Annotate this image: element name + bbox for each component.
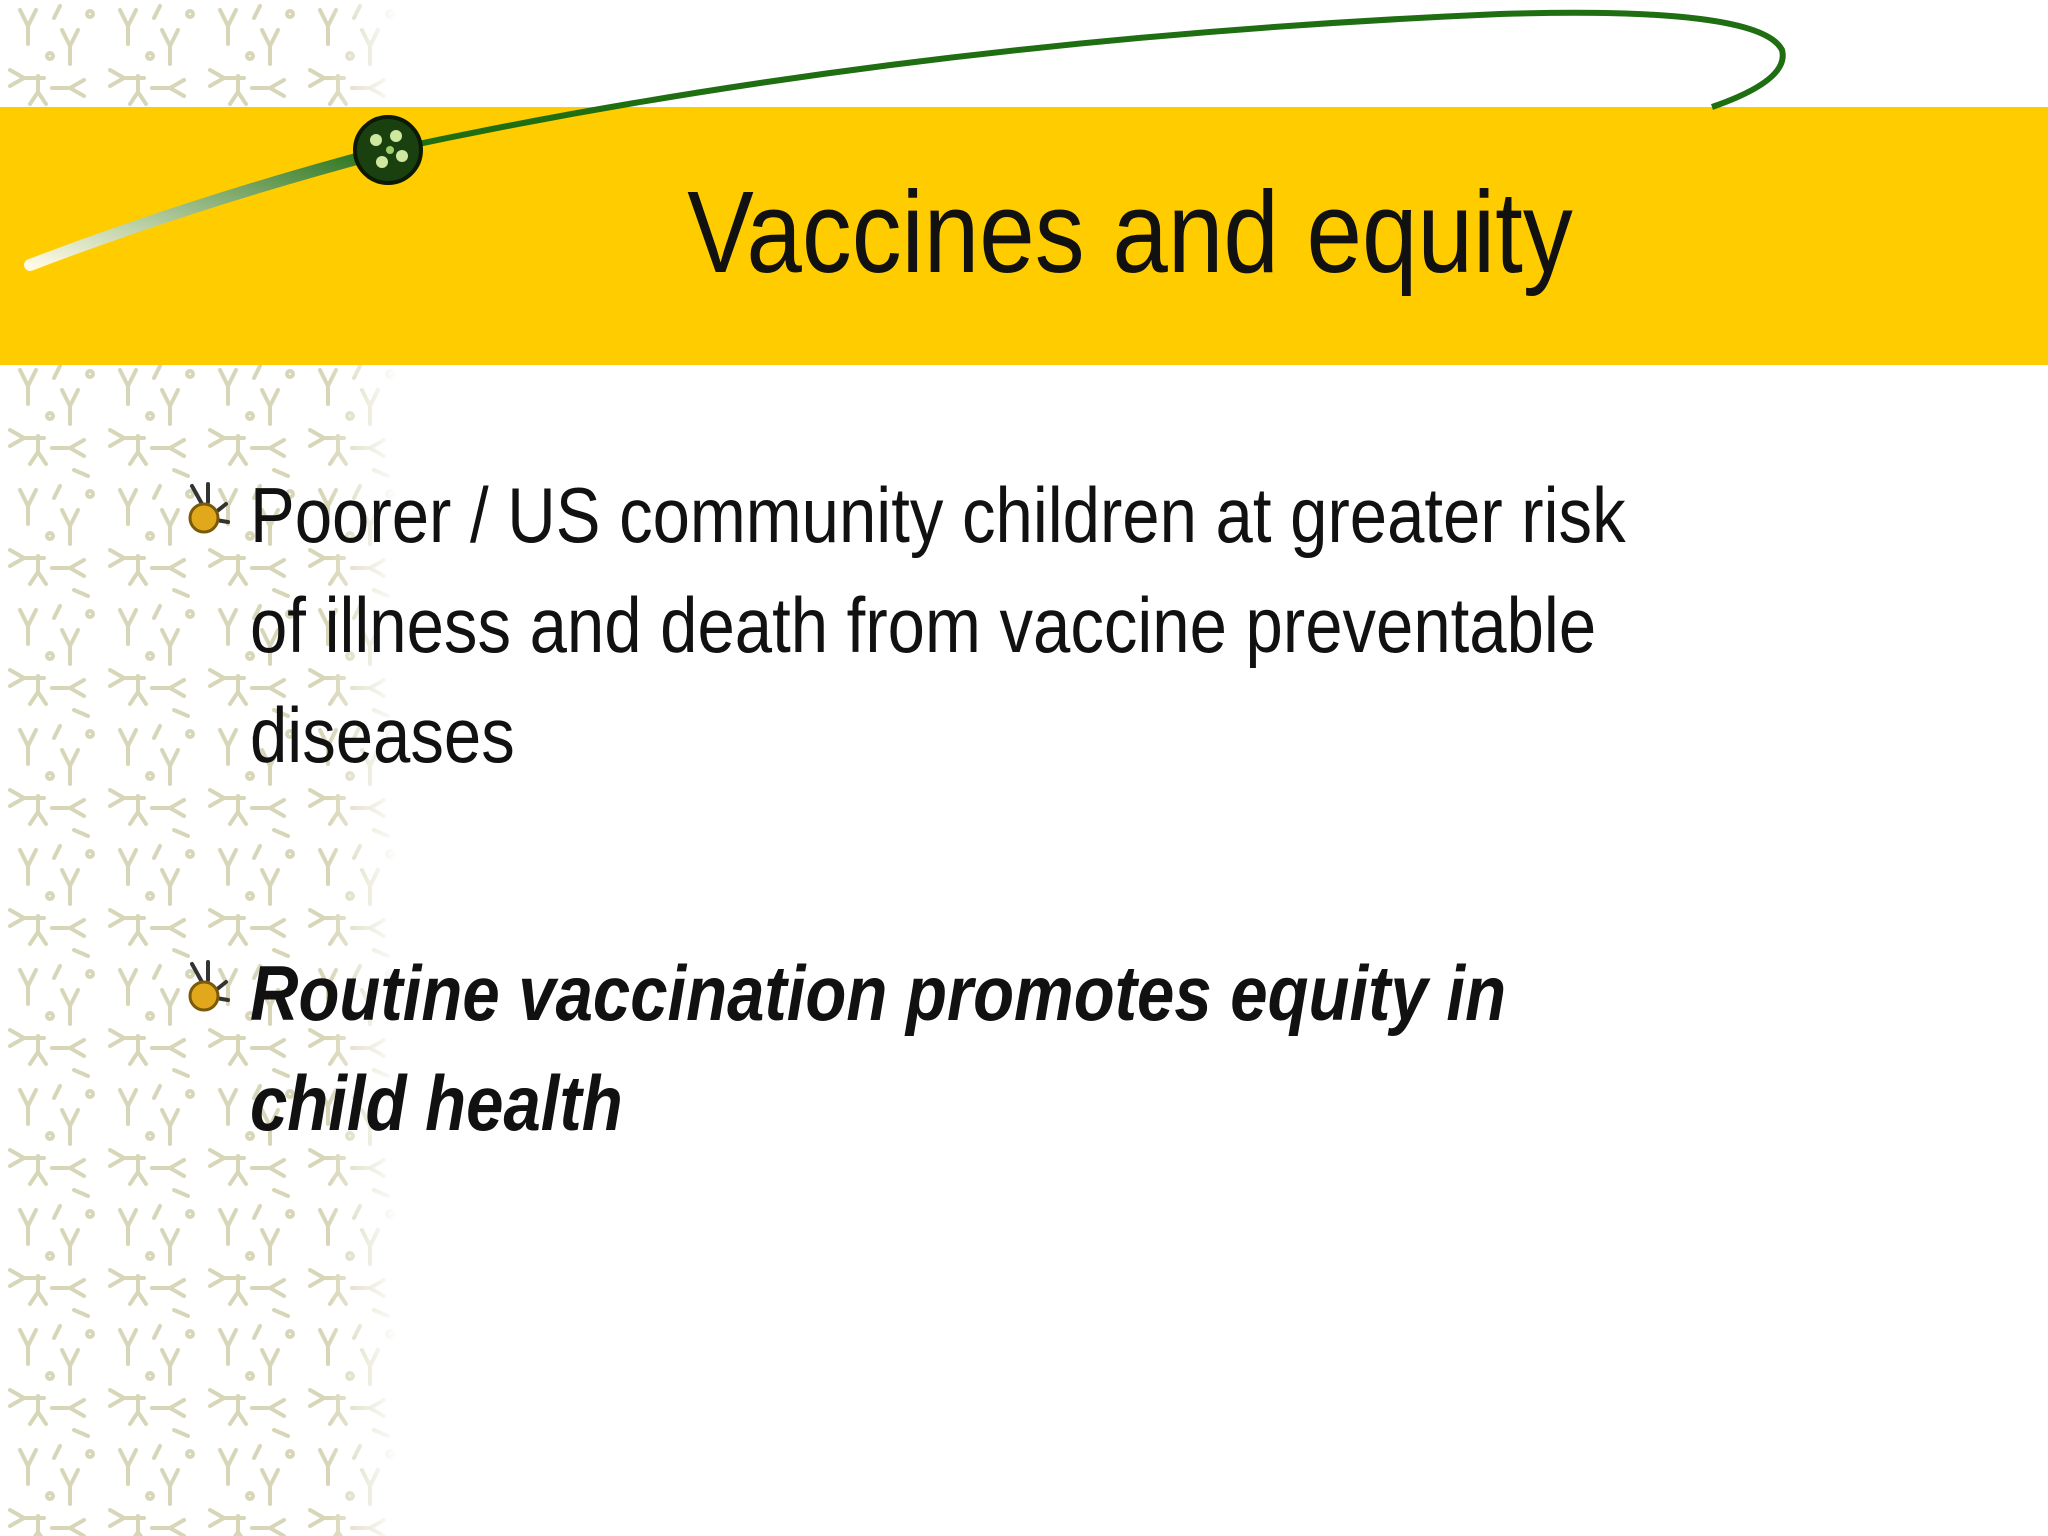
bullet-text: Routine vaccination promotes equity in child health bbox=[250, 949, 1507, 1147]
green-orb-icon bbox=[355, 117, 421, 183]
bullet-text: Poorer / US community children at greater risk of illness and death from vaccine preventable diseases bbox=[250, 471, 1626, 779]
bullet-item bbox=[178, 938, 1900, 1158]
antibody-bullet-icon bbox=[178, 960, 234, 1016]
slide-title: Vaccines and equity bbox=[687, 167, 1573, 297]
antibody-bullet-icon bbox=[178, 482, 234, 538]
bullet-item bbox=[178, 460, 1900, 790]
